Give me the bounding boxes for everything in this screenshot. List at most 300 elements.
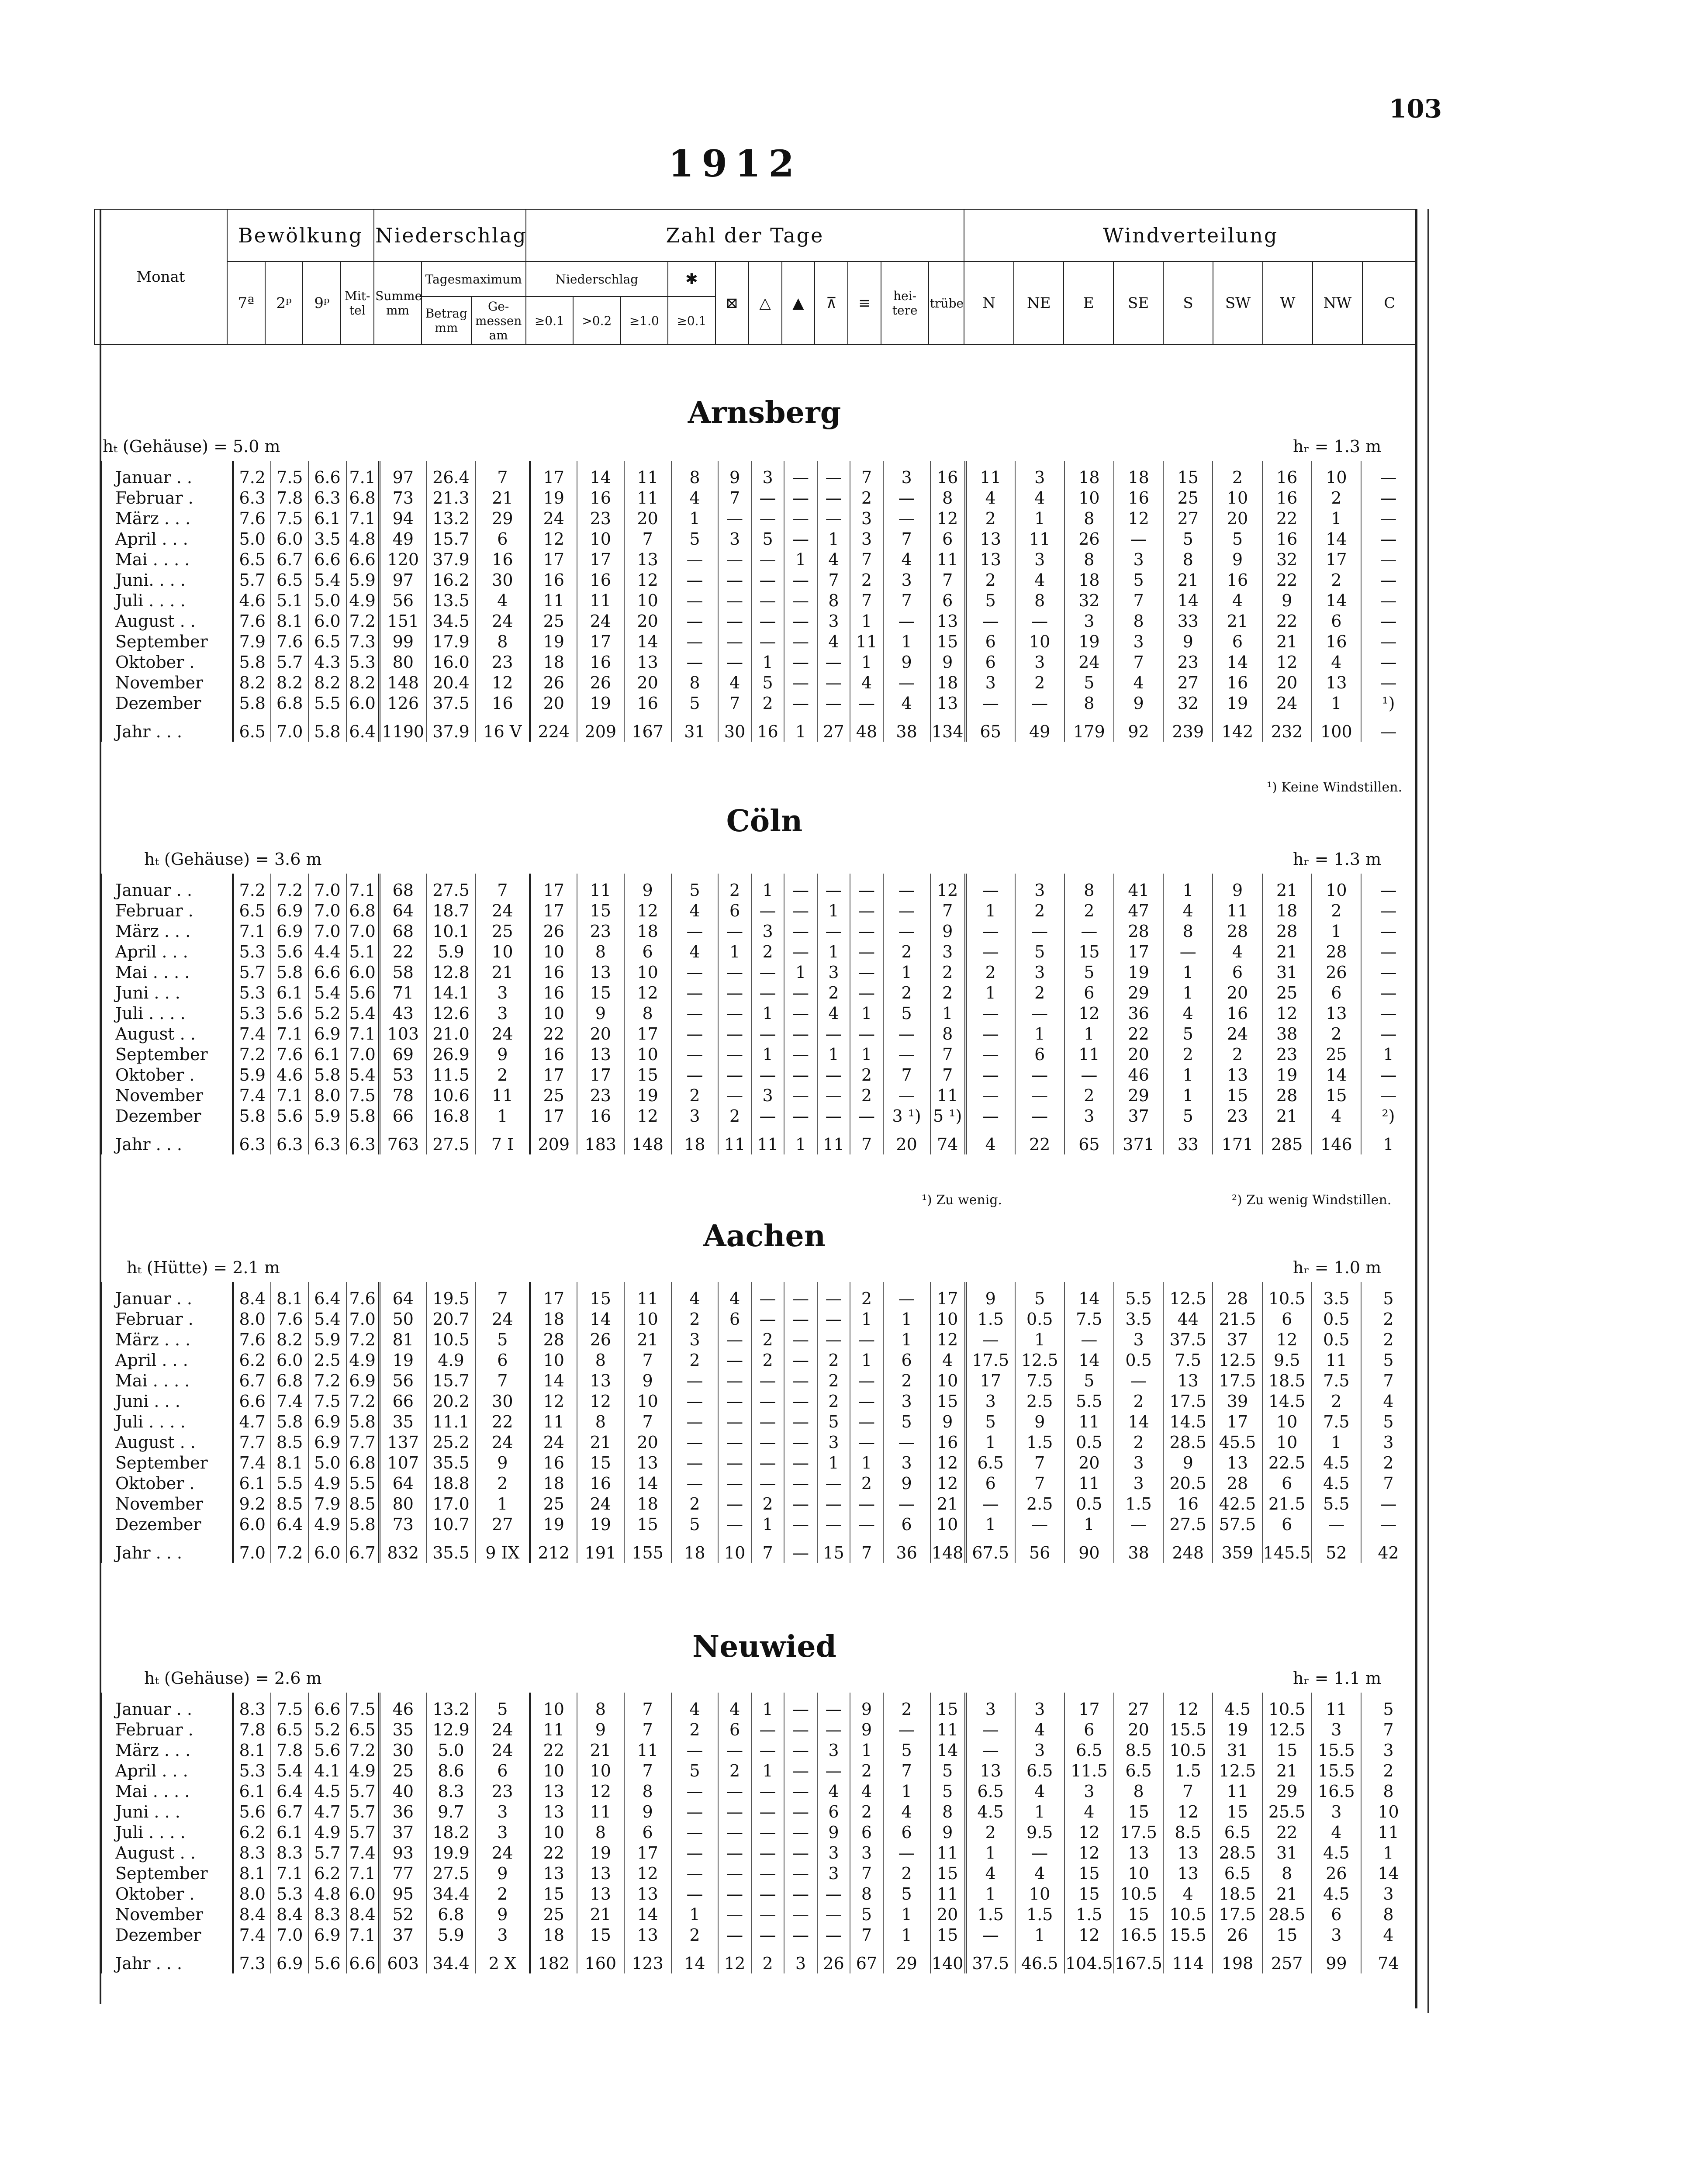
table-cell: — bbox=[751, 1822, 784, 1842]
table-cell: 6.5 bbox=[271, 1719, 308, 1740]
table-cell: — bbox=[718, 1085, 751, 1106]
row-label: Oktober . bbox=[101, 1064, 233, 1085]
table-cell: 31 bbox=[1262, 1842, 1312, 1863]
table-cell: 7.2 bbox=[271, 874, 308, 900]
table-cell: 6.6 bbox=[233, 1391, 271, 1411]
table-cell: 7 bbox=[850, 1126, 883, 1154]
table-cell: 13 bbox=[965, 1760, 1015, 1781]
table-cell: 4.7 bbox=[308, 1801, 346, 1822]
table-cell: 6 bbox=[817, 1801, 850, 1822]
table-cell: 14 bbox=[1114, 1411, 1163, 1432]
table-cell: 3 bbox=[817, 1842, 850, 1863]
table-cell: 6 bbox=[965, 652, 1015, 672]
table-cell: 12 bbox=[476, 672, 530, 693]
table-cell: 19 bbox=[379, 1350, 426, 1370]
table-cell: — bbox=[784, 672, 817, 693]
table-cell: 18.2 bbox=[426, 1822, 476, 1842]
table-cell: 20 bbox=[1114, 1719, 1163, 1740]
table-cell: 7.8 bbox=[271, 1740, 308, 1760]
table-cell: 20 bbox=[624, 1432, 671, 1452]
table-cell: 69 bbox=[379, 1044, 426, 1064]
table-cell: 18 bbox=[671, 1126, 719, 1154]
header-gemessen-label: Ge-messen bbox=[475, 299, 522, 328]
table-cell: 13 bbox=[1312, 672, 1361, 693]
table-cell: — bbox=[1361, 570, 1415, 590]
table-row bbox=[101, 1350, 1415, 1370]
table-cell: 209 bbox=[530, 1126, 577, 1154]
table-cell: — bbox=[1361, 487, 1415, 508]
table-cell: 5.9 bbox=[308, 1329, 346, 1350]
table-cell: 16 bbox=[1163, 1493, 1213, 1514]
table-row bbox=[101, 1863, 1415, 1883]
table-cell: — bbox=[1114, 1370, 1163, 1391]
table-cell: 4 bbox=[1015, 487, 1064, 508]
table-cell: 1 bbox=[784, 713, 817, 742]
table-cell: — bbox=[784, 1282, 817, 1309]
table-cell: 5 bbox=[1114, 570, 1163, 590]
table-cell: 8 bbox=[1064, 508, 1114, 529]
table-cell: 18 bbox=[1064, 461, 1114, 487]
table-cell: 7.7 bbox=[346, 1432, 379, 1452]
table-cell: 10 bbox=[530, 1693, 577, 1719]
table-cell: — bbox=[817, 1925, 850, 1945]
table-cell: 7.0 bbox=[308, 874, 346, 900]
table-cell: 5.0 bbox=[426, 1740, 476, 1760]
table-cell: — bbox=[671, 962, 719, 982]
table-cell: 6.2 bbox=[233, 1350, 271, 1370]
table-cell: 17 bbox=[577, 631, 624, 652]
table-cell: — bbox=[883, 672, 930, 693]
table-cell: 1 bbox=[965, 1514, 1015, 1534]
table-cell: 7 bbox=[624, 1411, 671, 1432]
table-row bbox=[101, 1370, 1415, 1391]
table-cell: 68 bbox=[379, 921, 426, 941]
table-cell: — bbox=[784, 487, 817, 508]
table-cell: 14.1 bbox=[426, 982, 476, 1003]
row-label: Oktober . bbox=[101, 652, 233, 672]
table-cell: 6.5 bbox=[233, 549, 271, 570]
table-cell: 3 bbox=[965, 1391, 1015, 1411]
table-cell: 7 bbox=[1361, 1473, 1415, 1493]
table-cell: — bbox=[718, 1801, 751, 1822]
station-footnote-arnsberg: ¹) Keine Windstillen. bbox=[1267, 780, 1403, 795]
table-cell: — bbox=[965, 693, 1015, 713]
table-cell: 47 bbox=[1114, 900, 1163, 921]
table-cell: 212 bbox=[530, 1534, 577, 1563]
table-cell: — bbox=[850, 1329, 883, 1350]
table-cell: 6 bbox=[1064, 982, 1114, 1003]
row-label: Dezember bbox=[101, 1514, 233, 1534]
table-cell: 48 bbox=[850, 713, 883, 742]
table-cell: 17 bbox=[530, 874, 577, 900]
table-cell: 10 bbox=[624, 590, 671, 611]
table-cell: 2.5 bbox=[1015, 1493, 1064, 1514]
station-title-coeln: Cöln bbox=[726, 804, 803, 839]
table-cell: — bbox=[784, 874, 817, 900]
table-cell: 3 bbox=[1114, 549, 1163, 570]
table-cell: — bbox=[965, 1740, 1015, 1760]
table-cell: 2 bbox=[965, 570, 1015, 590]
table-cell: 16 bbox=[530, 1044, 577, 1064]
row-label: November bbox=[101, 1904, 233, 1925]
table-cell: 5 bbox=[850, 1904, 883, 1925]
table-cell: 12 bbox=[930, 874, 966, 900]
table-cell: 4 bbox=[1213, 590, 1262, 611]
table-cell: — bbox=[751, 611, 784, 631]
table-cell: 15 bbox=[577, 1452, 624, 1473]
table-cell: 7.6 bbox=[271, 631, 308, 652]
table-cell: 5.9 bbox=[346, 570, 379, 590]
table-cell: 1 bbox=[1312, 508, 1361, 529]
row-label: April . . . bbox=[101, 941, 233, 962]
table-cell: 6.6 bbox=[308, 962, 346, 982]
table-cell: — bbox=[784, 1801, 817, 1822]
table-cell: — bbox=[718, 1473, 751, 1493]
table-cell: 15 bbox=[1262, 1925, 1312, 1945]
table-cell: 14 bbox=[1163, 590, 1213, 611]
table-cell: 21 bbox=[1213, 611, 1262, 631]
table-cell: 5.4 bbox=[308, 982, 346, 1003]
table-cell: 1 bbox=[883, 962, 930, 982]
table-cell: 17.5 bbox=[1213, 1370, 1262, 1391]
table-cell: 27 bbox=[1163, 672, 1213, 693]
table-cell: 6.8 bbox=[271, 693, 308, 713]
header-tagesmaximum: Tagesmaximum bbox=[422, 262, 526, 297]
table-cell: 17.0 bbox=[426, 1493, 476, 1514]
table-cell: 9 bbox=[930, 921, 966, 941]
table-cell: 12 bbox=[930, 508, 966, 529]
table-cell: — bbox=[1114, 529, 1163, 549]
table-cell: — bbox=[784, 1391, 817, 1411]
table-cell: 13 bbox=[1213, 1064, 1262, 1085]
table-cell: — bbox=[784, 1044, 817, 1064]
table-cell: 99 bbox=[379, 631, 426, 652]
table-cell: 7 bbox=[850, 1534, 883, 1563]
table-cell: 14 bbox=[1064, 1282, 1114, 1309]
table-cell: 16 bbox=[476, 549, 530, 570]
table-cell: 16 bbox=[530, 962, 577, 982]
table-cell: 5 bbox=[883, 1003, 930, 1023]
table-row bbox=[101, 693, 1415, 713]
table-cell: 67 bbox=[850, 1945, 883, 1973]
table-cell: — bbox=[1361, 1023, 1415, 1044]
table-row bbox=[101, 1514, 1415, 1534]
table-cell: 9 bbox=[965, 1282, 1015, 1309]
header-betrag-unit: mm bbox=[435, 321, 458, 335]
table-cell: 2 bbox=[1064, 1085, 1114, 1106]
table-cell: 3 bbox=[784, 1945, 817, 1973]
table-cell: 97 bbox=[379, 570, 426, 590]
table-cell: 7 bbox=[1163, 1781, 1213, 1801]
table-cell: 4 bbox=[1312, 652, 1361, 672]
table-cell: 17.9 bbox=[426, 631, 476, 652]
table-cell: 11 bbox=[1312, 1350, 1361, 1370]
table-cell: 28 bbox=[1213, 921, 1262, 941]
table-cell: — bbox=[817, 461, 850, 487]
table-cell: ¹) bbox=[1361, 693, 1415, 713]
table-cell: — bbox=[784, 1003, 817, 1023]
table-cell: 257 bbox=[1262, 1945, 1312, 1973]
table-cell: — bbox=[965, 1023, 1015, 1044]
table-cell: 27.5 bbox=[426, 1126, 476, 1154]
table-cell: 3 bbox=[751, 461, 784, 487]
table-cell: 6 bbox=[624, 1822, 671, 1842]
table-cell: 15 bbox=[577, 1925, 624, 1945]
table-cell: 5 bbox=[476, 1693, 530, 1719]
table-cell: 8.1 bbox=[271, 611, 308, 631]
table-cell: 3 bbox=[1015, 874, 1064, 900]
table-cell: 99 bbox=[1312, 1945, 1361, 1973]
table-cell: — bbox=[817, 1883, 850, 1904]
table-cell: 13 bbox=[965, 529, 1015, 549]
table-cell: — bbox=[1015, 693, 1064, 713]
table-cell: 8.2 bbox=[346, 672, 379, 693]
table-cell: — bbox=[883, 900, 930, 921]
table-cell: 5.3 bbox=[233, 1760, 271, 1781]
table-cell: 64 bbox=[379, 900, 426, 921]
table-cell: 2 bbox=[1213, 1044, 1262, 1064]
table-cell: 5 bbox=[1163, 1023, 1213, 1044]
table-cell: 20 bbox=[1213, 508, 1262, 529]
table-cell: 1 bbox=[751, 652, 784, 672]
table-cell: — bbox=[784, 1473, 817, 1493]
table-cell: 1190 bbox=[379, 713, 426, 742]
table-cell: 16 bbox=[577, 1106, 624, 1126]
table-cell: 16 bbox=[1262, 487, 1312, 508]
table-cell: 8.3 bbox=[426, 1781, 476, 1801]
table-cell: 9 bbox=[476, 1452, 530, 1473]
page-margin-line bbox=[1427, 209, 1429, 2013]
table-cell: 37.9 bbox=[426, 713, 476, 742]
table-cell: — bbox=[1015, 1106, 1064, 1126]
table-cell: 1 bbox=[817, 1044, 850, 1064]
table-cell: — bbox=[1064, 1064, 1114, 1085]
table-row bbox=[101, 1282, 1415, 1309]
table-cell: 3 bbox=[1114, 1452, 1163, 1473]
table-cell: 3.5 bbox=[1114, 1309, 1163, 1329]
table-cell: 4 bbox=[671, 1282, 719, 1309]
table-cell: 2 bbox=[671, 1309, 719, 1329]
table-cell: 5 bbox=[1015, 941, 1064, 962]
row-label: August . . bbox=[101, 1023, 233, 1044]
table-cell: 4.9 bbox=[346, 590, 379, 611]
table-cell: — bbox=[751, 1925, 784, 1945]
table-cell: — bbox=[784, 1452, 817, 1473]
table-cell: 6.0 bbox=[346, 1883, 379, 1904]
table-cell: 14 bbox=[624, 631, 671, 652]
table-cell: 11 bbox=[718, 1126, 751, 1154]
table-cell: 17 bbox=[930, 1282, 966, 1309]
table-cell: — bbox=[965, 1493, 1015, 1514]
table-cell: 15 bbox=[1114, 1904, 1163, 1925]
table-cell: 5.7 bbox=[308, 1842, 346, 1863]
table-cell: 12.5 bbox=[1015, 1350, 1064, 1370]
table-cell: 9 bbox=[1114, 693, 1163, 713]
table-cell: 7.1 bbox=[346, 1925, 379, 1945]
table-cell: 13 bbox=[577, 1044, 624, 1064]
table-cell: 22 bbox=[476, 1411, 530, 1432]
table-cell: 10 bbox=[624, 1309, 671, 1329]
table-cell: 97 bbox=[379, 461, 426, 487]
table-row bbox=[101, 1106, 1415, 1126]
table-cell: — bbox=[718, 1044, 751, 1064]
table-cell: 224 bbox=[530, 713, 577, 742]
table-cell: 38 bbox=[1114, 1534, 1163, 1563]
table-cell: 5.9 bbox=[308, 1106, 346, 1126]
table-cell: — bbox=[883, 1842, 930, 1863]
table-cell: 5.8 bbox=[233, 1106, 271, 1126]
table-cell: 2 bbox=[671, 1493, 719, 1514]
table-cell: 9 bbox=[624, 1370, 671, 1391]
table-cell: 25 bbox=[1312, 1044, 1361, 1064]
table-cell: 5 bbox=[1064, 962, 1114, 982]
table-cell: 1 bbox=[476, 1493, 530, 1514]
row-label: August . . bbox=[101, 1432, 233, 1452]
table-cell: 2 bbox=[671, 1085, 719, 1106]
row-label: Oktober . bbox=[101, 1883, 233, 1904]
table-cell: 14 bbox=[930, 1740, 966, 1760]
table-cell: — bbox=[751, 1309, 784, 1329]
table-cell: 2 bbox=[1312, 1023, 1361, 1044]
table-cell: 16.0 bbox=[426, 652, 476, 672]
table-cell: 5.5 bbox=[1312, 1493, 1361, 1514]
table-cell: 12 bbox=[1262, 1329, 1312, 1350]
table-cell: — bbox=[1064, 921, 1114, 941]
table-cell: 11 bbox=[476, 1085, 530, 1106]
table-cell: — bbox=[784, 1514, 817, 1534]
table-cell: 13.2 bbox=[426, 508, 476, 529]
table-cell: 10.5 bbox=[1163, 1740, 1213, 1760]
table-cell: 8 bbox=[1163, 921, 1213, 941]
table-cell: 155 bbox=[624, 1534, 671, 1563]
table-cell: — bbox=[784, 1781, 817, 1801]
table-cell: 1 bbox=[1163, 874, 1213, 900]
row-label: April . . . bbox=[101, 1760, 233, 1781]
table-cell: — bbox=[671, 1473, 719, 1493]
table-cell: 1 bbox=[751, 874, 784, 900]
table-cell: 10 bbox=[577, 529, 624, 549]
table-cell: 2 bbox=[850, 1473, 883, 1493]
table-cell: 2 bbox=[883, 1693, 930, 1719]
table-cell: 1 bbox=[850, 1309, 883, 1329]
table-cell: 137 bbox=[379, 1432, 426, 1452]
table-cell: — bbox=[718, 611, 751, 631]
table-cell: — bbox=[817, 921, 850, 941]
table-cell: 12 bbox=[577, 1781, 624, 1801]
row-label: November bbox=[101, 1493, 233, 1514]
table-cell: 21.5 bbox=[1262, 1493, 1312, 1514]
table-cell: 15 bbox=[577, 982, 624, 1003]
table-cell: — bbox=[817, 1473, 850, 1493]
table-cell: 10 bbox=[1312, 874, 1361, 900]
table-cell: 5.6 bbox=[233, 1801, 271, 1822]
table-cell: 26 bbox=[1213, 1925, 1262, 1945]
table-cell: 4 bbox=[1213, 941, 1262, 962]
header-summe-unit: mm bbox=[386, 303, 410, 318]
table-cell: 26 bbox=[577, 1329, 624, 1350]
table-cell: 6.2 bbox=[233, 1822, 271, 1842]
table-cell: 17 bbox=[530, 461, 577, 487]
table-cell: — bbox=[718, 1822, 751, 1842]
table-cell: — bbox=[751, 982, 784, 1003]
table-cell: 5.0 bbox=[308, 590, 346, 611]
table-cell: 5 bbox=[1361, 1411, 1415, 1432]
table-cell: 16 bbox=[577, 1473, 624, 1493]
table-cell: 2 bbox=[751, 941, 784, 962]
table-cell: 13 bbox=[577, 1863, 624, 1883]
table-cell: 7 bbox=[1114, 590, 1163, 611]
table-cell: 10 bbox=[930, 1309, 966, 1329]
table-cell: 17 bbox=[530, 549, 577, 570]
table-cell: 4 bbox=[1114, 672, 1163, 693]
table-cell: — bbox=[1361, 1003, 1415, 1023]
table-cell: — bbox=[850, 941, 883, 962]
table-cell: — bbox=[718, 1863, 751, 1883]
table-cell: — bbox=[1361, 874, 1415, 900]
header-niederschlag: Niederschlag bbox=[374, 209, 525, 262]
table-cell: 6.5 bbox=[233, 900, 271, 921]
table-cell: 21 bbox=[1262, 631, 1312, 652]
table-cell: — bbox=[784, 1023, 817, 1044]
table-cell: 12 bbox=[530, 1391, 577, 1411]
table-cell: 6 bbox=[850, 1822, 883, 1842]
table-cell: — bbox=[671, 1064, 719, 1085]
table-cell: 3 bbox=[1064, 611, 1114, 631]
table-cell: 4.5 bbox=[1312, 1452, 1361, 1473]
table-cell: 14 bbox=[1213, 652, 1262, 672]
table-cell: 1 bbox=[817, 1452, 850, 1473]
table-cell: — bbox=[850, 962, 883, 982]
table-cell: 4 bbox=[718, 672, 751, 693]
table-cell: 78 bbox=[379, 1085, 426, 1106]
table-cell: 104.5 bbox=[1064, 1945, 1114, 1973]
table-cell: 16 bbox=[1312, 631, 1361, 652]
table-cell: 16 bbox=[530, 570, 577, 590]
table-cell: 6.5 bbox=[271, 570, 308, 590]
table-cell: 29 bbox=[1262, 1781, 1312, 1801]
table-cell: 2 bbox=[1361, 1329, 1415, 1350]
table-cell: 7 bbox=[883, 1760, 930, 1781]
header-wind-s: S bbox=[1163, 262, 1213, 345]
header-windverteilung: Windverteilung bbox=[964, 209, 1417, 262]
header-snow: ✱ bbox=[668, 262, 715, 297]
table-row bbox=[101, 941, 1415, 962]
table-cell: 6.6 bbox=[346, 1945, 379, 1973]
table-cell: 0.5 bbox=[1312, 1329, 1361, 1350]
table-cell: — bbox=[883, 874, 930, 900]
table-cell: 66 bbox=[379, 1391, 426, 1411]
table-cell: 5.4 bbox=[346, 1003, 379, 1023]
table-cell: 21 bbox=[1262, 874, 1312, 900]
station-title-aachen: Aachen bbox=[703, 1219, 826, 1254]
table-cell: 28 bbox=[1262, 921, 1312, 941]
row-label: September bbox=[101, 1044, 233, 1064]
table-cell: 6 bbox=[1064, 1719, 1114, 1740]
table-cell: 20 bbox=[883, 1126, 930, 1154]
table-cell: 21 bbox=[1262, 1883, 1312, 1904]
table-cell: 7 bbox=[930, 1044, 966, 1064]
table-cell: 16 bbox=[1213, 672, 1262, 693]
table-cell: 4 bbox=[1015, 1863, 1064, 1883]
table-cell: 9 IX bbox=[476, 1534, 530, 1563]
table-cell: 67.5 bbox=[965, 1534, 1015, 1563]
table-cell: 4.6 bbox=[233, 590, 271, 611]
table-cell: 50 bbox=[379, 1309, 426, 1329]
table-cell: 5.8 bbox=[233, 693, 271, 713]
table-cell: 2 bbox=[1163, 1044, 1213, 1064]
table-cell: 25 bbox=[530, 1085, 577, 1106]
table-cell: 56 bbox=[379, 1370, 426, 1391]
